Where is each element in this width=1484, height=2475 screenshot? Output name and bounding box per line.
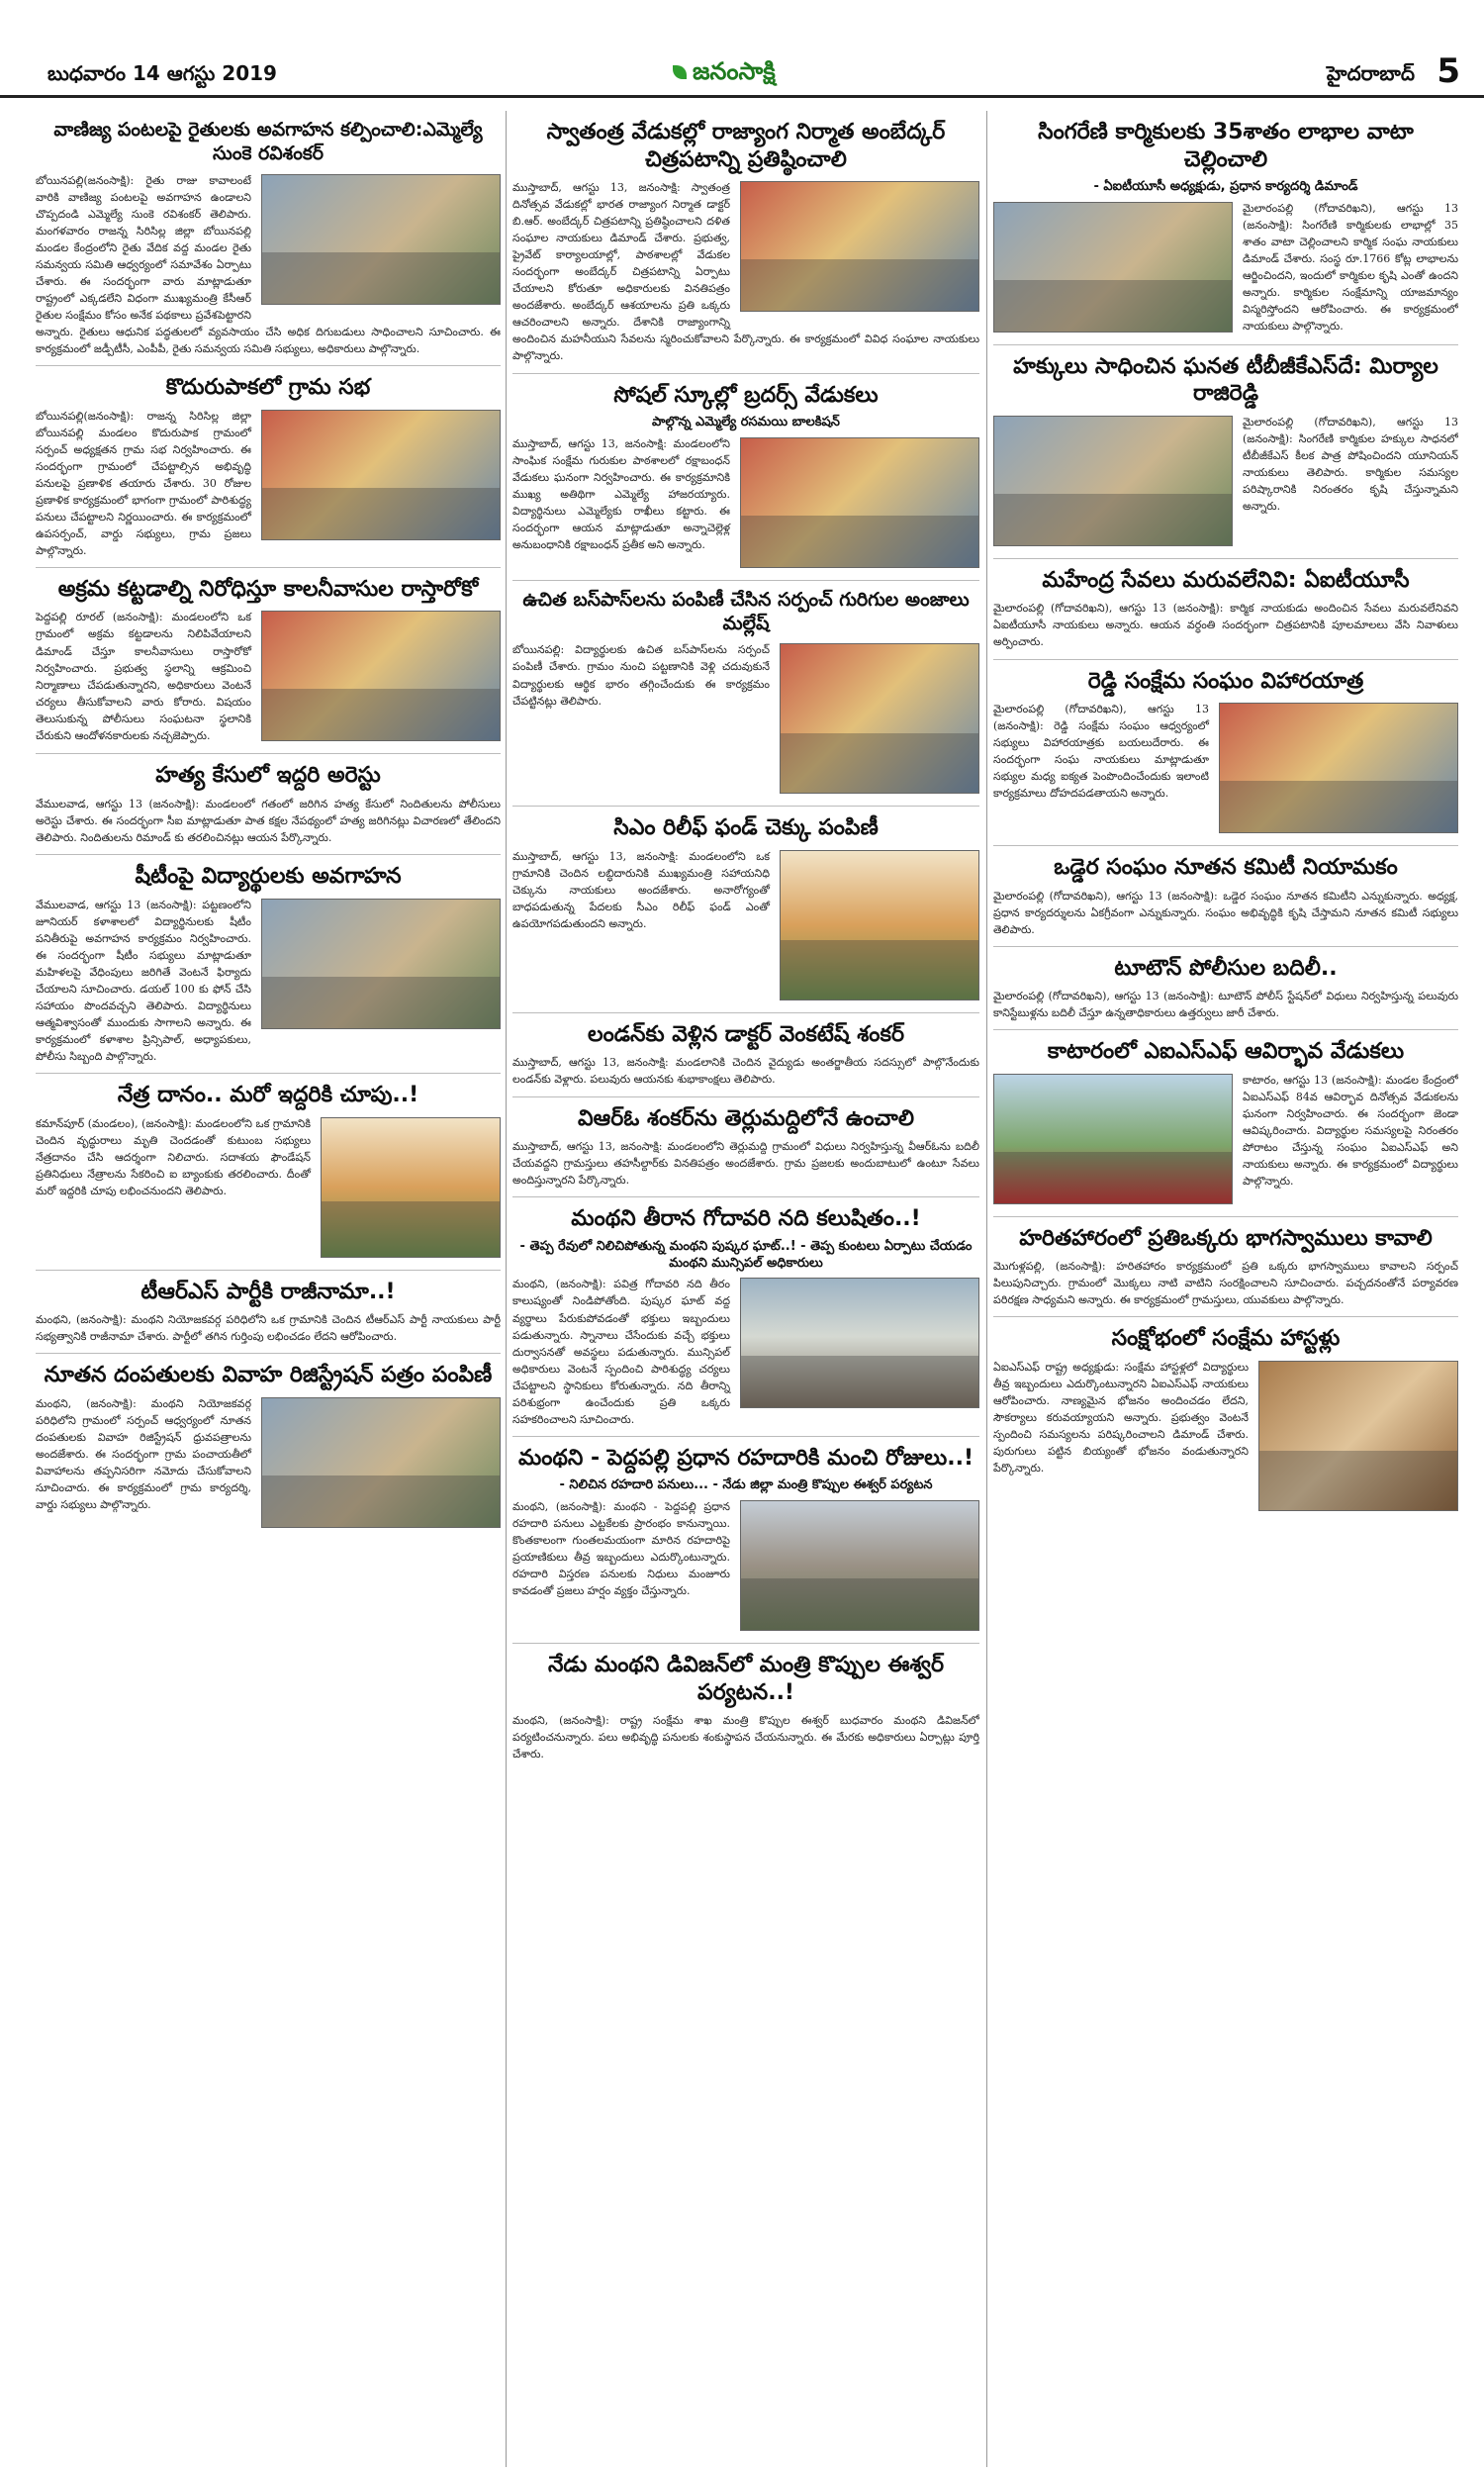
article — [36, 754, 501, 855]
hostel-food-photo — [1258, 1361, 1458, 1511]
article — [993, 559, 1458, 660]
news-photo — [261, 410, 501, 540]
article-headline: రెడ్డి సంక్షేమ సంఘం విహారయాత్ర — [1087, 668, 1364, 694]
article-body: మైలారంపల్లి (గోదావరిఖని), ఆగస్టు 13 (జనంసాక్షి): కార్మిక నాయకుడు అందించిన సేవలు మరువలేనివని ఏఐటీయూసీ నాయకులు అన్నారు. ఆయన వర్ధంతి సందర్భంగా చిత్రపటానికి పూలమాలలు వేసి నివాళులు అర్పించారు. — [993, 602, 1458, 649]
article-headline: సంక్షోభంలో సంక్షేమ హాస్టళ్లు — [1111, 1326, 1341, 1352]
article — [36, 1074, 501, 1271]
article — [512, 1644, 979, 1770]
article — [512, 807, 979, 1013]
article-body: వేములవాడ, ఆగస్టు 13 (జనంసాక్షి): మండలంలో గతంలో జరిగిన హత్య కేసులో నిందితులను పోలీసులు అరెస్టు చేశారు. ఈ సందర్భంగా సీఐ మాట్లాడుతూ పాత కక్షల నేపథ్యంలో హత్య జరిగినట్లు విచారణలో తేలిందని తెలిపారు. నిందితులను రిమాండ్ కు తరలించినట్లు ఆయన పేర్కొన్నారు. — [36, 797, 501, 845]
column-left — [36, 111, 501, 2467]
article-body: మైలారంపల్లి (గోదావరిఖని), ఆగస్టు 13 (జనంసాక్షి): రెడ్డి సంక్షేమ సంఘం ఆధ్వర్యంలో సభ్యులు విహారయాత్రకు బయలుదేరారు. ఈ సందర్భంగా సంఘ నాయకులు మాట్లాడుతూ సభ్యుల మధ్య ఐక్యత పెంపొందించేందుకు ఇలాంటి కార్యక్రమాలు దోహదపడతాయని అన్నారు. — [993, 703, 1209, 801]
article — [512, 581, 979, 808]
article — [36, 1271, 501, 1355]
river-photo — [740, 1278, 979, 1408]
article-headline: ఉచిత బస్‌పాస్‌లను పంపిణీ చేసిన సర్పంచ్ గురిగుల అంజాలు మల్లేష్ — [522, 588, 970, 634]
article-body: మంథని, (జనంసాక్షి): మంథని నియోజకవర్గ పరిధిలోని ఒక గ్రామానికి చెందిన టీఆర్‌ఎస్ పార్టీ నాయకులు పార్టీ సభ్యత్వానికి రాజీనామా చేశారు. పార్టీలో తగిన గుర్తింపు లభించడం లేదని ఆరోపించారు. — [36, 1313, 501, 1344]
article-headline: స్వాతంత్ర వేడుకల్లో రాజ్యాంగ నిర్మాత అంబేద్కర్ చిత్రపటాన్ని ప్రతిష్ఠించాలి — [546, 120, 946, 172]
article — [993, 1030, 1458, 1217]
article — [36, 111, 501, 366]
news-photo — [740, 181, 979, 312]
column-right — [993, 111, 1458, 2467]
article — [512, 111, 979, 374]
issue-date: బుధవారం 14 ఆగస్టు 2019 — [47, 61, 277, 85]
article-body: పెద్దపల్లి రూరల్ (జనంసాక్షి): మండలంలోని ఒక గ్రామంలో అక్రమ కట్టడాలను నిలిపివేయాలని డిమాండ్ చేస్తూ కాలనీవాసులు రాస్తారోకో నిర్వహించారు. ప్రభుత్వ స్థలాన్ని ఆక్రమించి నిర్మాణాలు చేపడుతున్నారని, అధికారులు వెంటనే చర్యలు తీసుకోవాలని వారు కోరారు. విషయం తెలుసుకున్న పోలీసులు సంఘటనా స్థలానికి చేరుకుని ఆందోళనకారులకు నచ్చజెప్పారు. — [36, 611, 251, 742]
article-body: మొగుళ్లపల్లి, (జనంసాక్షి): హరితహారం కార్యక్రమంలో ప్రతి ఒక్కరు భాగస్వాములు కావాలని సర్పంచ్ పిలుపునిచ్చారు. గ్రామంలో మొక్కలు నాటి వాటిని సంరక్షించాలని సూచించారు. పచ్చదనంతోనే పర్యావరణ పరిరక్షణ సాధ్యమని అన్నారు. ఈ కార్యక్రమంలో గ్రామస్తులు, యువకులు పాల్గొన్నారు. — [993, 1260, 1458, 1307]
article-body: బోయినపల్లి: విద్యార్థులకు ఉచిత బస్‌పాస్‌లను సర్పంచ్ పంపిణీ చేశారు. గ్రామం నుంచి పట్టణానికి వెళ్లి చదువుకునే విద్యార్థులకు ఆర్థిక భారం తగ్గించేందుకు ఈ కార్యక్రమం చేపట్టినట్లు తెలిపారు. — [512, 643, 770, 708]
article-body: ముస్తాబాద్, ఆగస్టు 13, జనంసాక్షి: మండలంలోని సాంఘిక సంక్షేమ గురుకుల పాఠశాలలో రక్షాబంధన్ వేడుకలు ఘనంగా నిర్వహించారు. ఈ కార్యక్రమానికి ముఖ్య అతిథిగా ఎమ్మెల్యే హాజరయ్యారు. విద్యార్థినులు ఎమ్మెల్యేకు రాఖీలు కట్టారు. ఈ సందర్భంగా ఆయన మాట్లాడుతూ అన్నాచెల్లెళ్ల అనుబంధానికి రక్షాబంధన్ ప్రతీక అని అన్నారు. — [512, 436, 730, 552]
article-body: మంథని, (జనంసాక్షి): రాష్ట్ర సంక్షేమ శాఖ మంత్రి కొప్పుల ఈశ్వర్ బుధవారం మంథని డివిజన్‌లో పర్యటించనున్నారు. పలు అభివృద్ధి పనులకు శంకుస్థాపన చేయనున్నారు. ఈ మేరకు అధికారులు ఏర్పాట్లు పూర్తి చేశారు. — [512, 1714, 979, 1761]
article-headline: కొదురుపాకలో గ్రామ సభ — [165, 375, 371, 401]
article-body: బోయినపల్లి(జనంసాక్షి): రాజన్న సిరిసిల్ల జిల్లా బోయినపల్లి మండలం కొదురుపాక గ్రామంలో సర్పంచ్ అధ్యక్షతన గ్రామ సభ నిర్వహించారు. ఈ సందర్భంగా గ్రామంలో చేపట్టాల్సిన అభివృద్ధి పనులపై ప్రణాళిక తయారు చేశారు. 30 రోజుల ప్రణాళిక కార్యక్రమంలో భాగంగా గ్రామంలో పారిశుద్ధ్య పనులు చేపట్టాలని నిర్ణయించారు. ఈ కార్యక్రమంలో ఉపసర్పంచ్, వార్డు సభ్యులు, గ్రామ ప్రజలు పాల్గొన్నారు. — [36, 409, 251, 557]
leaf-icon — [673, 65, 687, 79]
article-headline: వాణిజ్య పంటలపై రైతులకు అవగాహన కల్పించాలి:ఎమ్మెల్యే సుంకె రవిశంకర్ — [53, 119, 483, 164]
article-headline: మంథని - పెద్దపల్లి ప్రధాన రహదారికి మంచి రోజులు..! — [517, 1445, 974, 1471]
article-body: మైలారంపల్లి (గోదావరిఖని), ఆగస్టు 13 (జనంసాక్షి): టూటౌన్ పోలీస్ స్టేషన్‌లో విధులు నిర్వహిస్తున్న పలువురు కానిస్టేబుళ్లను బదిలీ చేస్తూ ఉన్నతాధికారులు ఉత్తర్వులు జారీ చేశారు. — [993, 990, 1458, 1020]
article-body: బోయినపల్లి(జనంసాక్షి): రైతు రాజు కావాలంటే వారికి వాణిజ్య పంటలపై అవగాహన ఉండాలని చొప్పదండి ఎమ్మెల్యే సుంకె రవిశంకర్ తెలిపారు. మంగళవారం రాజన్న సిరిసిల్ల జిల్లా బోయినపల్లి మండల కేంద్రంలోని రైతు వేదిక వద్ద మండల రైతు సమన్వయ సమితి ఆధ్వర్యంలో సమావేశం ఏర్పాటు చేశారు. ఈ సందర్భంగా వారు మాట్లాడుతూ రాష్ట్రంలో ఎక్కడలేని విధంగా ముఖ్యమంత్రి కేసీఆర్ రైతుల సంక్షేమం కోసం అనేక పథకాలు ప్రవేశపెట్టారని అన్నారు. రైతులు ఆధునిక పద్ధతులలో వ్యవసాయం చేసి అధిక దిగుబడులు సాధించాలని సూచించారు. ఈ కార్యక్రమంలో జడ్పీటీసీ, ఎంపీపీ, రైతు సమన్వయ సమితి సభ్యులు, అధికారులు పాల్గొన్నారు. — [36, 173, 501, 355]
article-body: మైలారంపల్లి (గోదావరిఖని), ఆగస్టు 13 (జనంసాక్షి): సింగరేణి కార్మికులకు లాభాల్లో 35 శాతం వాటా చెల్లించాలని కార్మిక సంఘ నాయకులు డిమాండ్ చేశారు. సంస్థ రూ.1766 కోట్ల లాభాలను ఆర్జించిందని, ఇందులో కార్మికుల కృషి ఎంతో ఉందని అన్నారు. కార్మికుల సంక్షేమాన్ని యాజమాన్యం విస్మరిస్తోందని ఆరోపించారు. ఈ కార్యక్రమంలో నాయకులు పాల్గొన్నారు. — [1243, 201, 1458, 333]
article-headline: హక్కులు సాధించిన ఘనత టీబీజీకేఎస్‌దే: మిర్యాల రాజిరెడ్డి — [1013, 353, 1438, 407]
article-body: మంథని, (జనంసాక్షి): మంథని నియోజకవర్గ పరిధిలోని గ్రామంలో సర్పంచ్ ఆధ్వర్యంలో నూతన దంపతులకు వివాహ రిజిస్ట్రేషన్ ధ్రువపత్రాలను అందజేశారు. ఈ సందర్భంగా గ్రామ పంచాయతీలో వివాహాలను తప్పనిసరిగా నమోదు చేసుకోవాలని సూచించారు. ఈ కార్యక్రమంలో గ్రామ కార్యదర్శి, వార్డు సభ్యులు పాల్గొన్నారు. — [36, 1396, 251, 1511]
article-headline: హరితహారంలో ప్రతిఒక్కరు భాగస్వాములు కావాలి — [1019, 1225, 1433, 1251]
column-divider — [986, 111, 987, 2467]
article-headline: టూటౌన్ పోలీసుల బదిలీ.. — [1114, 955, 1338, 981]
article-headline: నూతన దంపతులకు వివాహ రిజిస్ట్రేషన్ పత్రం పంపిణీ — [44, 1363, 493, 1388]
article-body: మంథని, (జనంసాక్షి): మంథని - పెద్దపల్లి ప్రధాన రహదారి పనులు ఎట్టకేలకు ప్రారంభం కానున్నాయి. కొంతకాలంగా గుంతలమయంగా మారిన రహదారిపై ప్రయాణికులు తీవ్ర ఇబ్బందులు ఎదుర్కొంటున్నారు. రహదారి విస్తరణ పనులకు నిధులు మంజూరు కావడంతో ప్రజలు హర్షం వ్యక్తం చేస్తున్నారు. — [512, 1500, 730, 1598]
article-headline: మహేంద్ర సేవలు మరువలేనివి: ఏఐటీయూసీ — [1042, 567, 1410, 593]
news-photo — [993, 416, 1233, 546]
article-body: ముస్తాబాద్, ఆగస్టు 13, జనంసాక్షి: మండలంలోని తెర్లుమద్ది గ్రామంలో విధులు నిర్వహిస్తున్న వీఆర్ఓను బదిలీ చేయవద్దని గ్రామస్తులు తహసీల్దార్‌కు వినతిపత్రం అందజేశారు. గ్రామ ప్రజలకు అందుబాటులో ఉంటూ సేవలు అందిస్తున్నారని పేర్కొన్నారు. — [512, 1140, 979, 1188]
news-photo — [261, 174, 501, 305]
article-headline: అక్రమ కట్టడాల్ని నిరోధిస్తూ కాలనీవాసుల రాస్తారోకో — [57, 576, 479, 602]
news-photo — [261, 899, 501, 1029]
news-photo — [261, 1397, 501, 1528]
article-body: వేములవాడ, ఆగస్టు 13 (జనంసాక్షి): పట్టణంలోని జూనియర్ కళాశాలలో విద్యార్థినులకు షీటీం పనితీరుపై అవగాహన కార్యక్రమం నిర్వహించారు. ఈ సందర్భంగా షీటీం సభ్యులు మాట్లాడుతూ మహిళలపై వేధింపులు జరిగితే వెంటనే ఫిర్యాదు చేయాలని సూచించారు. డయల్ 100 కు ఫోన్ చేసి సహాయం పొందవచ్చని తెలిపారు. విద్యార్థినులు ఆత్మవిశ్వాసంతో ముందుకు సాగాలని అన్నారు. ఈ కార్యక్రమంలో కళాశాల ప్రిన్సిపాల్, అధ్యాపకులు, పోలీసు సిబ్బంది పాల్గొన్నారు. — [36, 898, 251, 1063]
article — [993, 111, 1458, 345]
article-subheadline: పాల్గొన్న ఎమ్మెల్యే రసమయి బాలకిషన్ — [652, 415, 840, 430]
news-photo — [993, 202, 1233, 333]
article-headline: సిఎం రిలీఫ్ ఫండ్ చెక్కు పంపిణీ — [613, 815, 879, 841]
article-headline: విఆర్ఓ శంకర్‌ను తెర్లుమద్దిలోనే ఉంచాలి — [578, 1105, 914, 1131]
article-headline: సింగరేణి కార్మికులకు 35శాతం లాభాల వాటా చెల్లించాలి — [1038, 120, 1414, 172]
article-headline: సోషల్ స్కూల్లో బ్రదర్స్ వేడుకలు — [613, 382, 879, 408]
article-body: ముస్తాబాద్, ఆగస్టు 13, జనంసాక్షి: మండలానికి చెందిన వైద్యుడు అంతర్జాతీయ సదస్సులో పాల్గొనేందుకు లండన్‌కు వెళ్లారు. పలువురు ఆయనకు శుభాకాంక్షలు తెలిపారు. — [512, 1056, 979, 1087]
article — [36, 568, 501, 755]
page-number: 5 — [1437, 51, 1460, 91]
news-photo — [1219, 703, 1458, 833]
article-body: కమాన్‌పూర్ (మండలం), (జనంసాక్షి): మండలంలోని ఒక గ్రామానికి చెందిన వృద్ధురాలు మృతి చెందడంతో కుటుంబ సభ్యులు నేత్రదానం చేసి ఆదర్శంగా నిలిచారు. సదాశయ ఫౌండేషన్ ప్రతినిధులు నేత్రాలను సేకరించి ఐ బ్యాంకుకు తరలించారు. దీంతో మరో ఇద్దరికి చూపు లభించనుందని తెలిపారు. — [36, 1116, 311, 1197]
article-headline: లండన్‌కు వెళ్లిన డాక్టర్ వెంకటేష్ శంకర్ — [587, 1021, 904, 1047]
article-headline: హత్య కేసులో ఇద్దరి అరెస్టు — [155, 763, 381, 789]
article — [36, 1354, 501, 1540]
article-body: మంథని, (జనంసాక్షి): పవిత్ర గోదావరి నది తీరం కాలుష్యంతో నిండిపోతోంది. పుష్కర ఘాట్ వద్ద వ్యర్థాలు పేరుకుపోవడంతో భక్తులు ఇబ్బందులు పడుతున్నారు. స్నానాలు చేసేందుకు వచ్చే భక్తులు దుర్వాసనతో అవస్థలు పడుతున్నారు. మున్సిపల్ అధికారులు వెంటనే స్పందించి పారిశుద్ధ్య చర్యలు చేపట్టాలని స్థానికులు కోరుతున్నారు. నది తీరాన్ని పరిశుభ్రంగా ఉంచేందుకు ప్రతి ఒక్కరు సహకరించాలని సూచించారు. — [512, 1278, 730, 1426]
article — [36, 366, 501, 568]
article-body: మైలారంపల్లి (గోదావరిఖని), ఆగస్టు 13 (జనంసాక్షి): సింగరేణి కార్మికుల హక్కుల సాధనలో టీబీజీకేఎస్ కీలక పాత్ర పోషించిందని యూనియన్ నాయకులు తెలిపారు. కార్మికుల సమస్యల పరిష్కారానికి నిరంతరం కృషి చేస్తున్నామని అన్నారు. — [1243, 415, 1458, 514]
column-center — [512, 111, 979, 2467]
article — [512, 1197, 979, 1437]
article — [993, 660, 1458, 847]
news-photo — [740, 437, 979, 568]
road-photo — [740, 1500, 979, 1631]
logo-text: జనంసాక్షి — [693, 57, 776, 85]
article-subheadline: - తెప్ప రేవులో నిలిచిపోతున్న మంథని పుష్కర ఘాట్..! - తెప్ప కుంటలు ఏర్పాటు చేయడం మంథని మున్సిపల్ అధికారులు — [519, 1238, 973, 1271]
article-body: ఏఐఎస్ఎఫ్ రాష్ట్ర అధ్యక్షుడు: సంక్షేమ హాస్టళ్లలో విద్యార్థులు తీవ్ర ఇబ్బందులు ఎదుర్కొంటున్నారని ఏఐఎస్ఎఫ్ నాయకులు ఆరోపించారు. నాణ్యమైన భోజనం అందించడం లేదని, సౌకర్యాలు కరువయ్యాయని అన్నారు. ప్రభుత్వం వెంటనే స్పందించి సమస్యలను పరిష్కరించాలని డిమాండ్ చేశారు. పురుగులు పట్టిన బియ్యంతో భోజనం వండుతున్నారని పేర్కొన్నారు. — [993, 1360, 1249, 1475]
article — [512, 1437, 979, 1644]
article-body: కాటారం, ఆగస్టు 13 (జనంసాక్షి): మండల కేంద్రంలో ఏఐఎస్ఎఫ్ 84వ ఆవిర్భావ దినోత్సవ వేడుకలను ఘనంగా నిర్వహించారు. ఈ సందర్భంగా జెండా ఆవిష్కరించారు. విద్యార్థుల సమస్యలపై నిరంతరం పోరాటం చేస్తున్న సంఘం ఏఐఎస్ఎఫ్ అని నాయకులు అన్నారు. ఈ కార్యక్రమంలో విద్యార్థులు పాల్గొన్నారు. — [1243, 1073, 1458, 1189]
article-body: మైలారంపల్లి (గోదావరిఖని), ఆగస్టు 13 (జనంసాక్షి): ఒడ్డెర సంఘం నూతన కమిటీని ఎన్నుకున్నారు. అధ్యక్ష, ప్రధాన కార్యదర్శులను ఏకగ్రీవంగా ఎన్నుకున్నారు. సంఘం అభివృద్ధికి కృషి చేస్తామని నూతన కమిటీ సభ్యులు తెలిపారు. — [993, 889, 1458, 936]
article-headline: మంథని తీరాన గోదావరి నది కలుషితం..! — [571, 1206, 921, 1232]
newspaper-logo — [673, 57, 776, 91]
article-subheadline: - నిలిచిన రహదారి పనులు... - నేడు జిల్లా మంత్రి కొప్పుల ఈశ్వర్ పర్యటన — [559, 1477, 933, 1493]
article — [512, 374, 979, 581]
article-headline: నేత్ర దానం.. మరో ఇద్దరికి చూపు..! — [117, 1083, 419, 1108]
article-headline: కాటారంలో ఎఐఎస్ఎఫ్ ఆవిర్భావ వేడుకలు — [1047, 1039, 1405, 1065]
article-body: ముస్తాబాద్, ఆగస్టు 13, జనంసాక్షి: మండలంలోని ఒక గ్రామానికి చెందిన లబ్ధిదారునికి ముఖ్యమంత్రి సహాయనిధి చెక్కును నాయకులు అందజేశారు. అనారోగ్యంతో బాధపడుతున్న పేదలకు సీఎం రిలీఫ్ ఫండ్ ఎంతో ఉపయోగపడుతుందని అన్నారు. — [512, 849, 770, 931]
article — [993, 1317, 1458, 1523]
edition-city: హైదరాబాద్ — [1326, 61, 1415, 85]
news-photo — [780, 850, 979, 1000]
news-photo — [993, 1074, 1233, 1204]
article-headline: ఒడ్డెర సంఘం నూతన కమిటీ నియామకం — [1054, 855, 1398, 881]
article — [36, 855, 501, 1074]
article — [993, 345, 1458, 559]
article — [993, 846, 1458, 947]
article-headline: షీటీంపై విద్యార్థులకు అవగాహన — [135, 864, 402, 890]
column-divider — [506, 111, 507, 2467]
article — [993, 1217, 1458, 1318]
article — [512, 1097, 979, 1198]
article-headline: టీఆర్‌ఎస్ పార్టీకి రాజీనామా..! — [140, 1279, 396, 1304]
article-headline: నేడు మంథని డివిజన్‌లో మంత్రి కొప్పుల ఈశ్వర్ పర్యటన..! — [547, 1653, 945, 1705]
article-subheadline: - ఏఐటీయూసీ అధ్యక్షుడు, ప్రధాన కార్యదర్శి డిమాండ్ — [1093, 179, 1358, 194]
news-photo — [261, 611, 501, 741]
article — [512, 1013, 979, 1097]
article-body: ముస్తాబాద్, ఆగస్టు 13, జనంసాక్షి: స్వాతంత్ర దినోత్సవ వేడుకల్లో భారత రాజ్యాంగ నిర్మాత డాక్టర్ బి.ఆర్. అంబేద్కర్ చిత్రపటాన్ని ప్రతిష్ఠించాలని దళిత సంఘాల నాయకులు డిమాండ్ చేశారు. ప్రభుత్వ, ప్రైవేట్ కార్యాలయాల్లో, పాఠశాలల్లో వేడుకల సందర్భంగా అంబేద్కర్ చిత్రపటాన్ని ఏర్పాటు చేయాలని కోరుతూ అధికారులకు వినతిపత్రం అందజేశారు. అంబేద్కర్ ఆశయాలను ప్రతి ఒక్కరు ఆచరించాలని అన్నారు. దేశానికి రాజ్యాంగాన్ని అందించిన మహనీయుని సేవలను స్మరించుకోవాలని పేర్కొన్నారు. ఈ కార్యక్రమంలో వివిధ సంఘాల నాయకులు పాల్గొన్నారు. — [512, 181, 979, 363]
masthead — [0, 0, 1484, 98]
article — [993, 947, 1458, 1031]
news-photo — [780, 643, 979, 794]
portrait-photo — [321, 1117, 501, 1258]
